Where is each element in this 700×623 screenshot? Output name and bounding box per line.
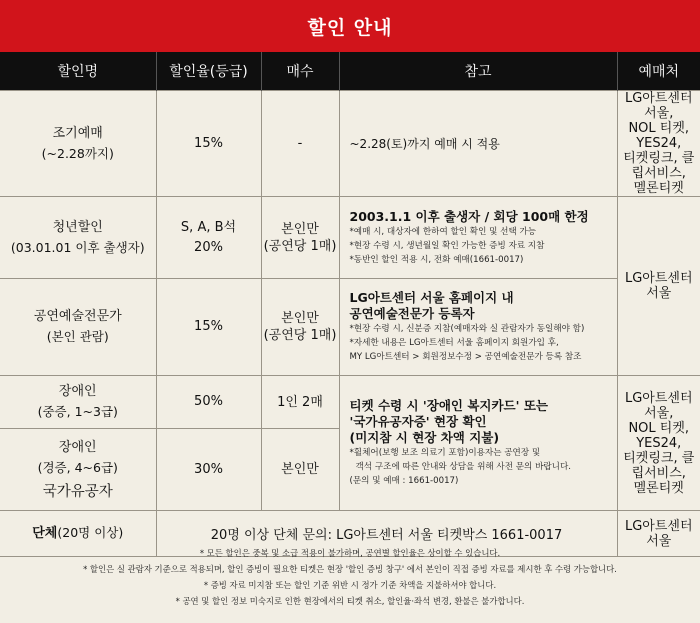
header-quantity: 매수	[261, 52, 339, 91]
discount-table	[0, 52, 700, 557]
note-main: 티켓 수령 시 '장애인 복지카드' 또는	[349, 398, 548, 413]
discount-rate: 15%	[156, 91, 261, 197]
discount-name: 장애인	[58, 384, 97, 399]
note-detail: *예매 시, 대상자에 한하여 할인 확인 및 선택 가능	[349, 226, 537, 237]
quantity-sub: (공연당 1매)	[263, 238, 337, 254]
note-detail: *동반인 할인 적용 시, 전화 예매(1661-0017)	[349, 254, 524, 265]
table-row	[0, 197, 700, 279]
discount-sub: (본인 관람)	[46, 329, 109, 344]
header-seller: 예매처	[617, 52, 700, 91]
note-detail: *자세한 내용은 LG아트센터 서울 홈페이지 회원가입 후,	[349, 338, 559, 348]
discount-name: 단체	[32, 526, 58, 541]
header-discount-rate: 할인율(등급)	[156, 52, 261, 91]
note-cell	[339, 197, 617, 279]
note-main: 2003.1.1 이후 출생자 / 회당 100매 한정	[349, 208, 589, 224]
quantity-cell	[261, 279, 339, 376]
seller-line: NOL 티켓, YES24,	[628, 121, 690, 151]
discount-sub: (03.01.01 이후 출생자)	[10, 239, 145, 255]
discount-name: 공연예술전문가	[33, 309, 122, 324]
footer-note: * 공연 및 할인 정보 미숙지로 인한 현장에서의 티켓 취소, 할인율·좌석 변경, 환불은 불가합니다.	[175, 596, 525, 606]
discount-rate: 20%	[194, 239, 223, 255]
seller-line: LG아트센터 서울,	[624, 91, 693, 121]
table-row	[0, 376, 700, 429]
group-info: 20명 이상 단체 문의: LG아트센터 서울 티켓박스 1661-0017	[156, 511, 617, 557]
note-detail: *휠체어(보행 보조 의료기 포함)이용자는 공연장 및	[349, 448, 541, 458]
footer-notes	[0, 545, 700, 609]
note-main: 공연예술전문가 등록자	[349, 306, 475, 321]
discount-name-cell	[0, 197, 156, 279]
discount-rate: 30%	[156, 429, 261, 511]
discount-extra: 국가유공자	[42, 483, 113, 500]
footer-note: * 할인은 실 관람자 기준으로 적용되며, 할인 증빙이 필요한 티켓은 현장 '할인 증빙 창구' 에서 본인이 직접 증빙 자료를 제시한 후 수령 가능합니다.	[83, 564, 617, 574]
table-row	[0, 91, 700, 197]
table-header-row	[0, 52, 700, 91]
note-cell	[339, 279, 617, 376]
footer-note: * 증빙 자료 미지참 또는 할인 기준 위반 시 정가 기준 차액을 지불하셔야 합니다.	[203, 580, 497, 590]
table-row	[0, 279, 700, 376]
discount-sub: (중증, 1~3급)	[37, 404, 118, 419]
seller-line: NOL 티켓, YES24,	[628, 420, 690, 451]
seller-cell: LG아트센터 서울	[617, 197, 700, 376]
discount-rate-cell	[156, 197, 261, 279]
discount-sub: (경증, 4~6급)	[37, 459, 118, 475]
discount-name-cell	[0, 91, 156, 197]
discount-name-cell	[0, 429, 156, 511]
discount-name-cell	[0, 279, 156, 376]
seller-line: 티켓링크, 클립서비스,	[623, 151, 695, 181]
seller-cell	[617, 91, 700, 197]
header-discount-name: 할인명	[0, 52, 156, 91]
note-cell	[339, 91, 617, 197]
seller-cell: LG아트센터 서울	[617, 511, 700, 557]
footer-note: * 모든 할인은 중복 및 소급 적용이 불가하며, 공연별 할인율은 상이할 수 있습니다.	[199, 548, 501, 558]
quantity: 1인 2매	[261, 376, 339, 429]
quantity: 본인만	[281, 311, 319, 326]
seller-line: 멜론티켓	[633, 181, 684, 196]
discount-rate: 15%	[156, 279, 261, 376]
quantity-sub: (공연당 1매)	[263, 328, 337, 343]
seller-line: LG아트센터 서울,	[624, 390, 693, 421]
discount-name: 청년할인	[52, 219, 103, 235]
note-detail: (문의 및 예매 : 1661-0017)	[349, 476, 459, 486]
header-note: 참고	[339, 52, 617, 91]
discount-name: 장애인	[58, 439, 97, 455]
discount-sub: (20명 이상)	[57, 525, 124, 540]
quantity: -	[261, 91, 339, 197]
discount-name: 조기예매	[52, 125, 103, 141]
seller-cell	[617, 376, 700, 511]
quantity-cell	[261, 197, 339, 279]
note-main: LG아트센터 서울 홈페이지 내	[349, 290, 514, 305]
quantity: 본인만	[261, 429, 339, 511]
discount-sub: (~2.28까지)	[41, 145, 114, 161]
note-detail: MY LG아트센터 > 회원정보수정 > 공연예술전문가 등록 참조	[349, 352, 582, 362]
note-main: '국가유공자증' 현장 확인	[349, 414, 487, 429]
seller-line: 멜론티켓	[633, 480, 684, 496]
page-title: 할인 안내	[0, 0, 700, 52]
note-detail: 객석 구조에 따른 안내와 상담을 위해 사전 문의 바랍니다.	[355, 462, 572, 472]
seat-grade: S, A, B석	[180, 219, 237, 235]
note-text: ~2.28(토)까지 예매 시 적용	[349, 137, 500, 151]
note-cell	[339, 376, 617, 511]
note-main: (미지참 시 현장 차액 지불)	[349, 430, 500, 445]
quantity: 본인만	[281, 221, 319, 237]
discount-rate: 50%	[156, 376, 261, 429]
seller-line: 티켓링크, 클립서비스,	[623, 450, 695, 481]
note-detail: *현장 수령 시, 생년월일 확인 가능한 증빙 자료 지참	[349, 240, 545, 251]
note-detail: *현장 수령 시, 신분증 지참(예매자와 실 관람자가 동일해야 함)	[349, 324, 585, 334]
discount-name-cell	[0, 376, 156, 429]
